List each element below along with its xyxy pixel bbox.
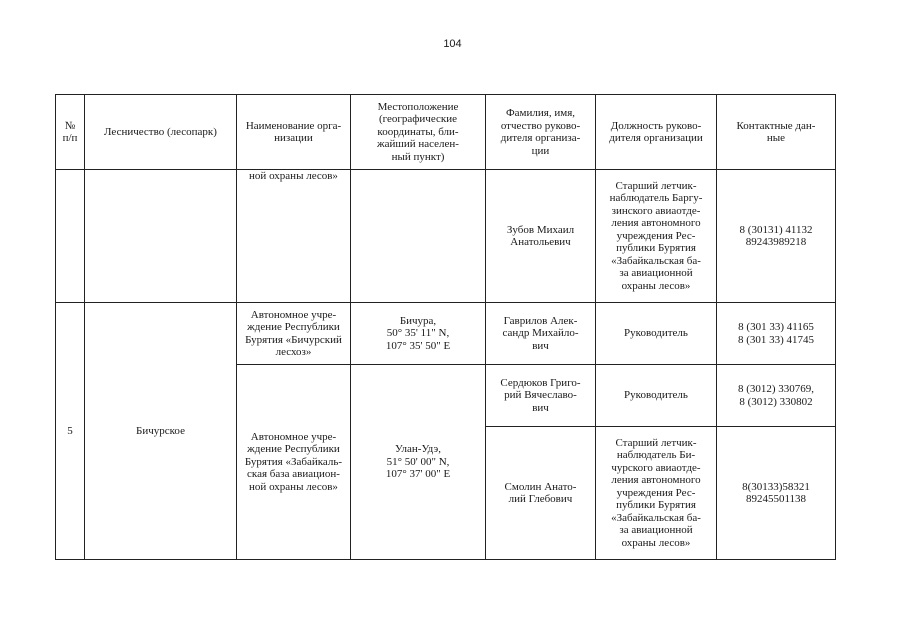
page-number: 104 xyxy=(443,38,462,50)
table-row xyxy=(56,303,836,365)
cell-organization: Автономное учре- ждение Республики Бурятия «Бичурский лесхоз» xyxy=(237,303,351,365)
cell-organization: Автономное учре- ждение Республики Бурятия «Забайкаль- ская база авиацион- ной охраны лесов» xyxy=(237,365,351,560)
cell-manager-name: Гаврилов Алек- сандр Михайло- вич xyxy=(486,303,596,365)
cell-manager-name: Смолин Анато- лий Глебович xyxy=(486,427,596,560)
header-num: № п/п xyxy=(56,95,85,170)
table-row xyxy=(56,170,836,303)
cell-contacts: 8(30133)58321 89245501138 xyxy=(717,427,836,560)
header-manager-name: Фамилия, имя, отчество руково- дителя организа- ции xyxy=(486,95,596,170)
cell-location xyxy=(351,170,486,303)
header-contacts: Контактные дан- ные xyxy=(717,95,836,170)
cell-location: Улан-Удэ, 51° 50' 00" N, 107° 37' 00" E xyxy=(351,365,486,560)
cell-manager-name: Зубов Михаил Анатольевич xyxy=(486,170,596,303)
cell-contacts: 8 (30131) 41132 89243989218 xyxy=(717,170,836,303)
cell-position: Старший летчик- наблюдатель Баргу- зинского авиаотде- ления автономного учреждения Рес- публики Бурятия «Забайкальская ба- за авиационной охраны лесов» xyxy=(596,170,717,303)
cell-position: Старший летчик- наблюдатель Би- чурского авиаотде- ления автономного учреждения Рес- публики Бурятия «Забайкальская ба- за авиационной охраны лесов» xyxy=(596,427,717,560)
header-forestry: Лесничество (лесопарк) xyxy=(85,95,237,170)
cell-position: Руководитель xyxy=(596,365,717,427)
cell-position: Руководитель xyxy=(596,303,717,365)
cell-num xyxy=(56,170,85,303)
cell-forestry: Бичурское xyxy=(85,303,237,560)
cell-location: Бичура, 50° 35' 11" N, 107° 35' 50" E xyxy=(351,303,486,365)
header-position: Должность руково- дителя организации xyxy=(596,95,717,170)
cell-forestry xyxy=(85,170,237,303)
cell-organization: ной охраны лесов» xyxy=(237,170,351,303)
cell-manager-name: Сердюков Григо- рий Вячеславо- вич xyxy=(486,365,596,427)
cell-contacts: 8 (3012) 330769, 8 (3012) 330802 xyxy=(717,365,836,427)
cell-num: 5 xyxy=(56,303,85,560)
header-organization: Наименование орга- низации xyxy=(237,95,351,170)
header-row xyxy=(56,95,836,170)
organizations-table xyxy=(55,94,836,560)
header-location: Местоположение (географические координаты, бли- жайший населен- ный пункт) xyxy=(351,95,486,170)
cell-contacts: 8 (301 33) 41165 8 (301 33) 41745 xyxy=(717,303,836,365)
